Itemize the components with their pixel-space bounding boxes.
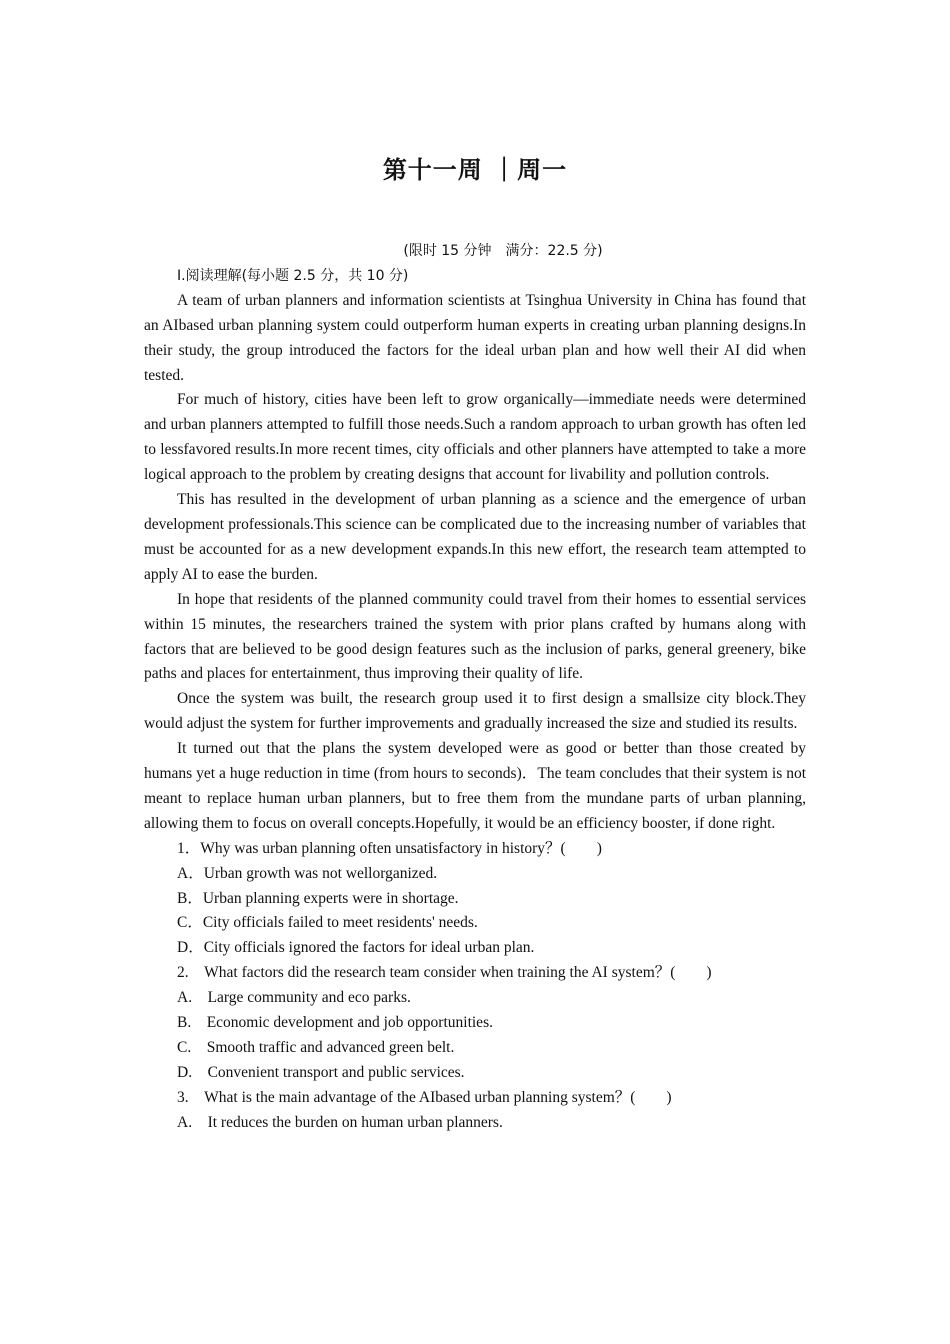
passage-paragraph-5: Once the system was built, the research group used it to first design a smallsize city block.They would adjust the system for further improvements and gradually increased the size and studied its results. (144, 690, 806, 733)
page-title: 第十一周 ｜周一 (382, 156, 568, 184)
passage-paragraph-2: For much of history, cities have been left to grow organically—immediate needs were determined and urban planners attempted to fulfill those needs.Such a random approach to urban growth has often led to lessfavored results.In more recent times, city officials and other planners have attempted to take a more logical approach to the problem by creating designs that account for livability and pollution controls. (144, 391, 806, 484)
answer-option: B. Economic development and job opportunities. (177, 1014, 493, 1032)
document-body (144, 239, 806, 1136)
answer-option: D．City officials ignored the factors for ideal urban plan. (177, 939, 535, 957)
passage-paragraph-4: In hope that residents of the planned community could travel from their homes to essential services within 15 minutes, the researchers trained the system with prior plans crafted by humans along with factors that are believed to be good design features such as the inclusion of parks, general greenery, bike paths and places for entertainment, thus improving their quality of life. (144, 590, 806, 683)
question-2 (144, 961, 806, 1086)
answer-option: C．City officials failed to meet residents' needs. (177, 914, 478, 932)
question-stem: 2. What factors did the research team consider when training the AI system？( ) (177, 964, 712, 982)
time-limit-text: (限时 15 分钟 满分：22.5 分) (403, 243, 603, 259)
answer-option: B．Urban planning experts were in shortage. (177, 889, 459, 907)
section-heading-text: Ⅰ.阅读理解(每小题 2.5 分，共 10 分) (177, 267, 409, 284)
question-3 (144, 1086, 806, 1136)
passage-paragraph-1: A team of urban planners and information scientists at Tsinghua University in China has found that an AIbased urban planning system could outperform human experts in creating urban planning designs.In their study, the group introduced the factors for the ideal urban plan and how well their AI did when tested. (144, 291, 806, 384)
question-stem: 3. What is the main advantage of the AIbased urban planning system？( ) (177, 1088, 672, 1106)
section-heading (144, 264, 806, 289)
answer-option: A. It reduces the burden on human urban planners. (177, 1113, 503, 1131)
answer-option: A. Large community and eco parks. (177, 989, 411, 1007)
time-limit-note (200, 239, 806, 264)
answer-option: A．Urban growth was not wellorganized. (177, 864, 438, 882)
passage-paragraph-3: This has resulted in the development of urban planning as a science and the emergence of urban development professionals.This science can be complicated due to the increasing number of variables that must be accounted for as a new development expands.In this new effort, the research team attempted to apply AI to ease the burden. (144, 491, 806, 583)
answer-option: C. Smooth traffic and advanced green belt. (177, 1039, 455, 1056)
question-stem: 1．Why was urban planning often unsatisfactory in history？( ) (177, 839, 602, 857)
question-1 (144, 837, 806, 962)
answer-option: D. Convenient transport and public services. (177, 1063, 465, 1081)
passage-paragraph-6: It turned out that the plans the system developed were as good or better than those created by humans yet a huge reduction in time (from hours to seconds)．The team concludes that their system is not meant to replace human urban planners, but to free them from the mundane parts of urban planning, allowing them to focus on overall concepts.Hopefully, it would be an efficiency booster, if done right. (144, 740, 806, 832)
